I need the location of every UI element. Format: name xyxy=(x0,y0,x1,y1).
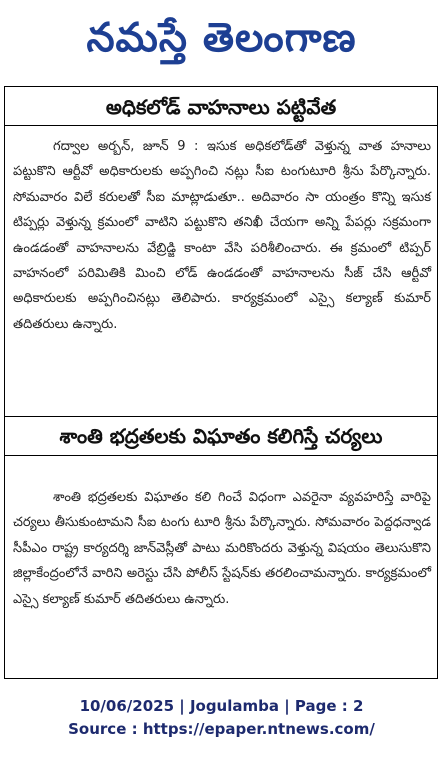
article-divider xyxy=(5,416,437,417)
headline-divider xyxy=(5,125,437,126)
article1-headline: అధికలోడ్ వాహనాలు పట్టివేత xyxy=(105,95,337,119)
footer-source: Source : https://epaper.ntnews.com/ xyxy=(68,720,375,738)
article1-body: గద్వాల అర్బన్, జూన్ 9 : ఇసుక అధికలోడ్‌తో వెళ్తున్న వాత హనాలు పట్టుకొని ఆర్టీవో అధికారులకు అప్పగించి నట్లు సీఐ టంగుటూరి శ్రీను పేర్కొన్నారు. సోమవారం విలే కరులతో సీఐ మాట్లాడుతూ.. అదివారం సా యంత్రం కొన్ని ఇసుక టిప్పర్లు వెళ్తున్న క్రమంలో వాటిని పట్టుకొని తనిఖీ చేయగా అన్ని పేపర్లు సక్రమంగా ఉండడంతో వాహనాలను వేబ్రిడ్జి కాంటా వేసి పరిశీలించారు. ఈ క్రమంలో టిప్పర్ వాహనంలో పరిమితికి మించి లోడ్ ఉండడంతో వాహనాలను సీజ్ చేసి ఆర్టీవో అధికారులకు అప్పగించినట్లు తెలిపారు. కార్యక్రమంలో ఎస్సై కల్యాణ్ కుమార్ తదితరులు ఉన్నారు. xyxy=(13,139,431,332)
article2-headline-wrap xyxy=(5,424,437,453)
article2-headline: శాంతి భద్రతలకు విఘాతం కలిగిస్తే చర్యలు xyxy=(59,424,383,448)
newspaper-title: నమస్తే తెలంగాణ xyxy=(86,15,357,61)
headline-divider xyxy=(5,455,437,456)
footer-date-edition: 10/06/2025 | Jogulamba | Page : 2 xyxy=(79,697,364,715)
article2-body: శాంతి భద్రతలకు విఘాతం కలి గించే విధంగా ఎవరైనా వ్యవహరిస్తే వారిపై చర్యలు తీసుకుంటామని సీఐ టంగు టూరి శ్రీను పేర్కొన్నారు. సోమవారం పెద్దధన్వాడ సీపీఎం రాష్ట్ర కార్యదర్శి జాన్‌వెస్లీతో పాటు మరికొందరు వెళ్తున్న విషయం తెలుసుకొని జిల్లాకేంద్రంలోనే వారిని అరెస్టు చేసి పోలీస్ స్టేషన్‌కు తరలించామన్నారు. కార్యక్రమంలో ఎస్సై కల్యాణ్ కుమార్ తదితరులు ఉన్నారు. xyxy=(13,490,431,607)
article1-headline-wrap xyxy=(5,95,437,124)
masthead xyxy=(0,0,443,86)
news-clipping xyxy=(4,86,438,679)
